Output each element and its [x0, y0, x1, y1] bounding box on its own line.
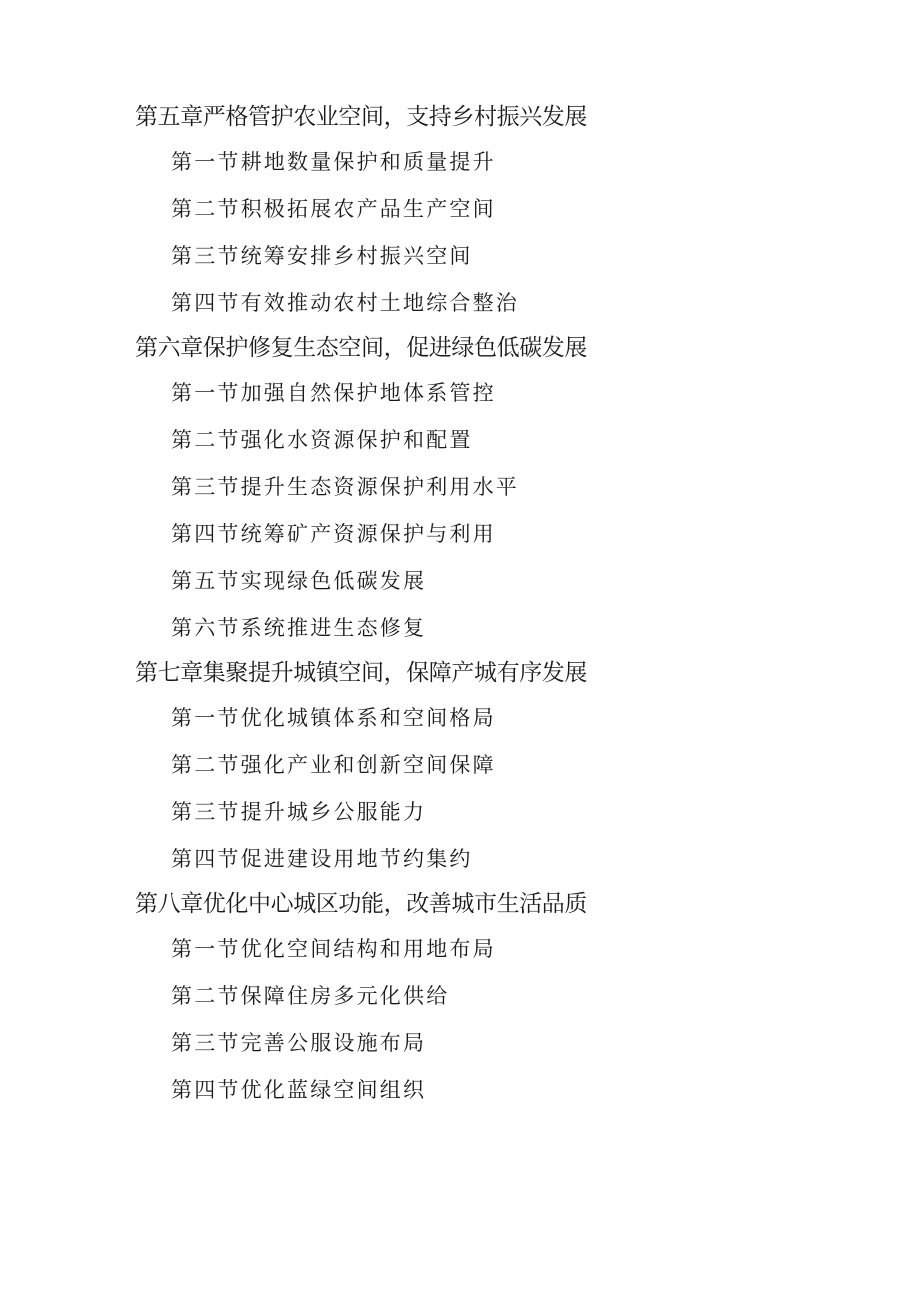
- section-item: 第一节优化城镇体系和空间格局: [171, 706, 496, 730]
- section-item: 第二节保障住房多元化供给: [171, 984, 450, 1008]
- section-item: 第二节积极拓展农产品生产空间: [171, 197, 496, 221]
- section-item: 第三节提升城乡公服能力: [171, 800, 427, 824]
- section-list: [135, 139, 835, 327]
- chapter-title: 第六章保护修复生态空间，促进绿色低碳发展: [135, 335, 588, 361]
- table-of-contents: [135, 101, 835, 1114]
- section-item: 第三节统筹安排乡村振兴空间: [171, 244, 473, 268]
- section-item: 第五节实现绿色低碳发展: [171, 569, 427, 593]
- chapter-8: [135, 888, 835, 1114]
- section-item: 第三节提升生态资源保护利用水平: [171, 475, 519, 499]
- section-item: 第四节统筹矿产资源保护与利用: [171, 522, 496, 546]
- chapter-7: [135, 657, 835, 883]
- section-item: 第一节加强自然保护地体系管控: [171, 381, 496, 405]
- section-item: 第二节强化水资源保护和配置: [171, 428, 473, 452]
- section-list: [135, 926, 835, 1114]
- section-item: 第六节系统推进生态修复: [171, 616, 427, 640]
- section-item: 第二节强化产业和创新空间保障: [171, 753, 496, 777]
- chapter-5: [135, 101, 835, 327]
- section-list: [135, 370, 835, 652]
- section-item: 第一节耕地数量保护和质量提升: [171, 150, 496, 174]
- chapter-6: [135, 332, 835, 652]
- section-item: 第四节有效推动农村土地综合整治: [171, 291, 519, 315]
- chapter-title: 第八章优化中心城区功能，改善城市生活品质: [135, 891, 588, 917]
- section-item: 第三节完善公服设施布局: [171, 1031, 427, 1055]
- section-item: 第四节促进建设用地节约集约: [171, 847, 473, 871]
- section-item: 第四节优化蓝绿空间组织: [171, 1078, 427, 1102]
- section-item: 第一节优化空间结构和用地布局: [171, 937, 496, 961]
- chapter-title: 第七章集聚提升城镇空间，保障产城有序发展: [135, 660, 588, 686]
- section-list: [135, 695, 835, 883]
- chapter-title: 第五章严格管护农业空间，支持乡村振兴发展: [135, 104, 588, 130]
